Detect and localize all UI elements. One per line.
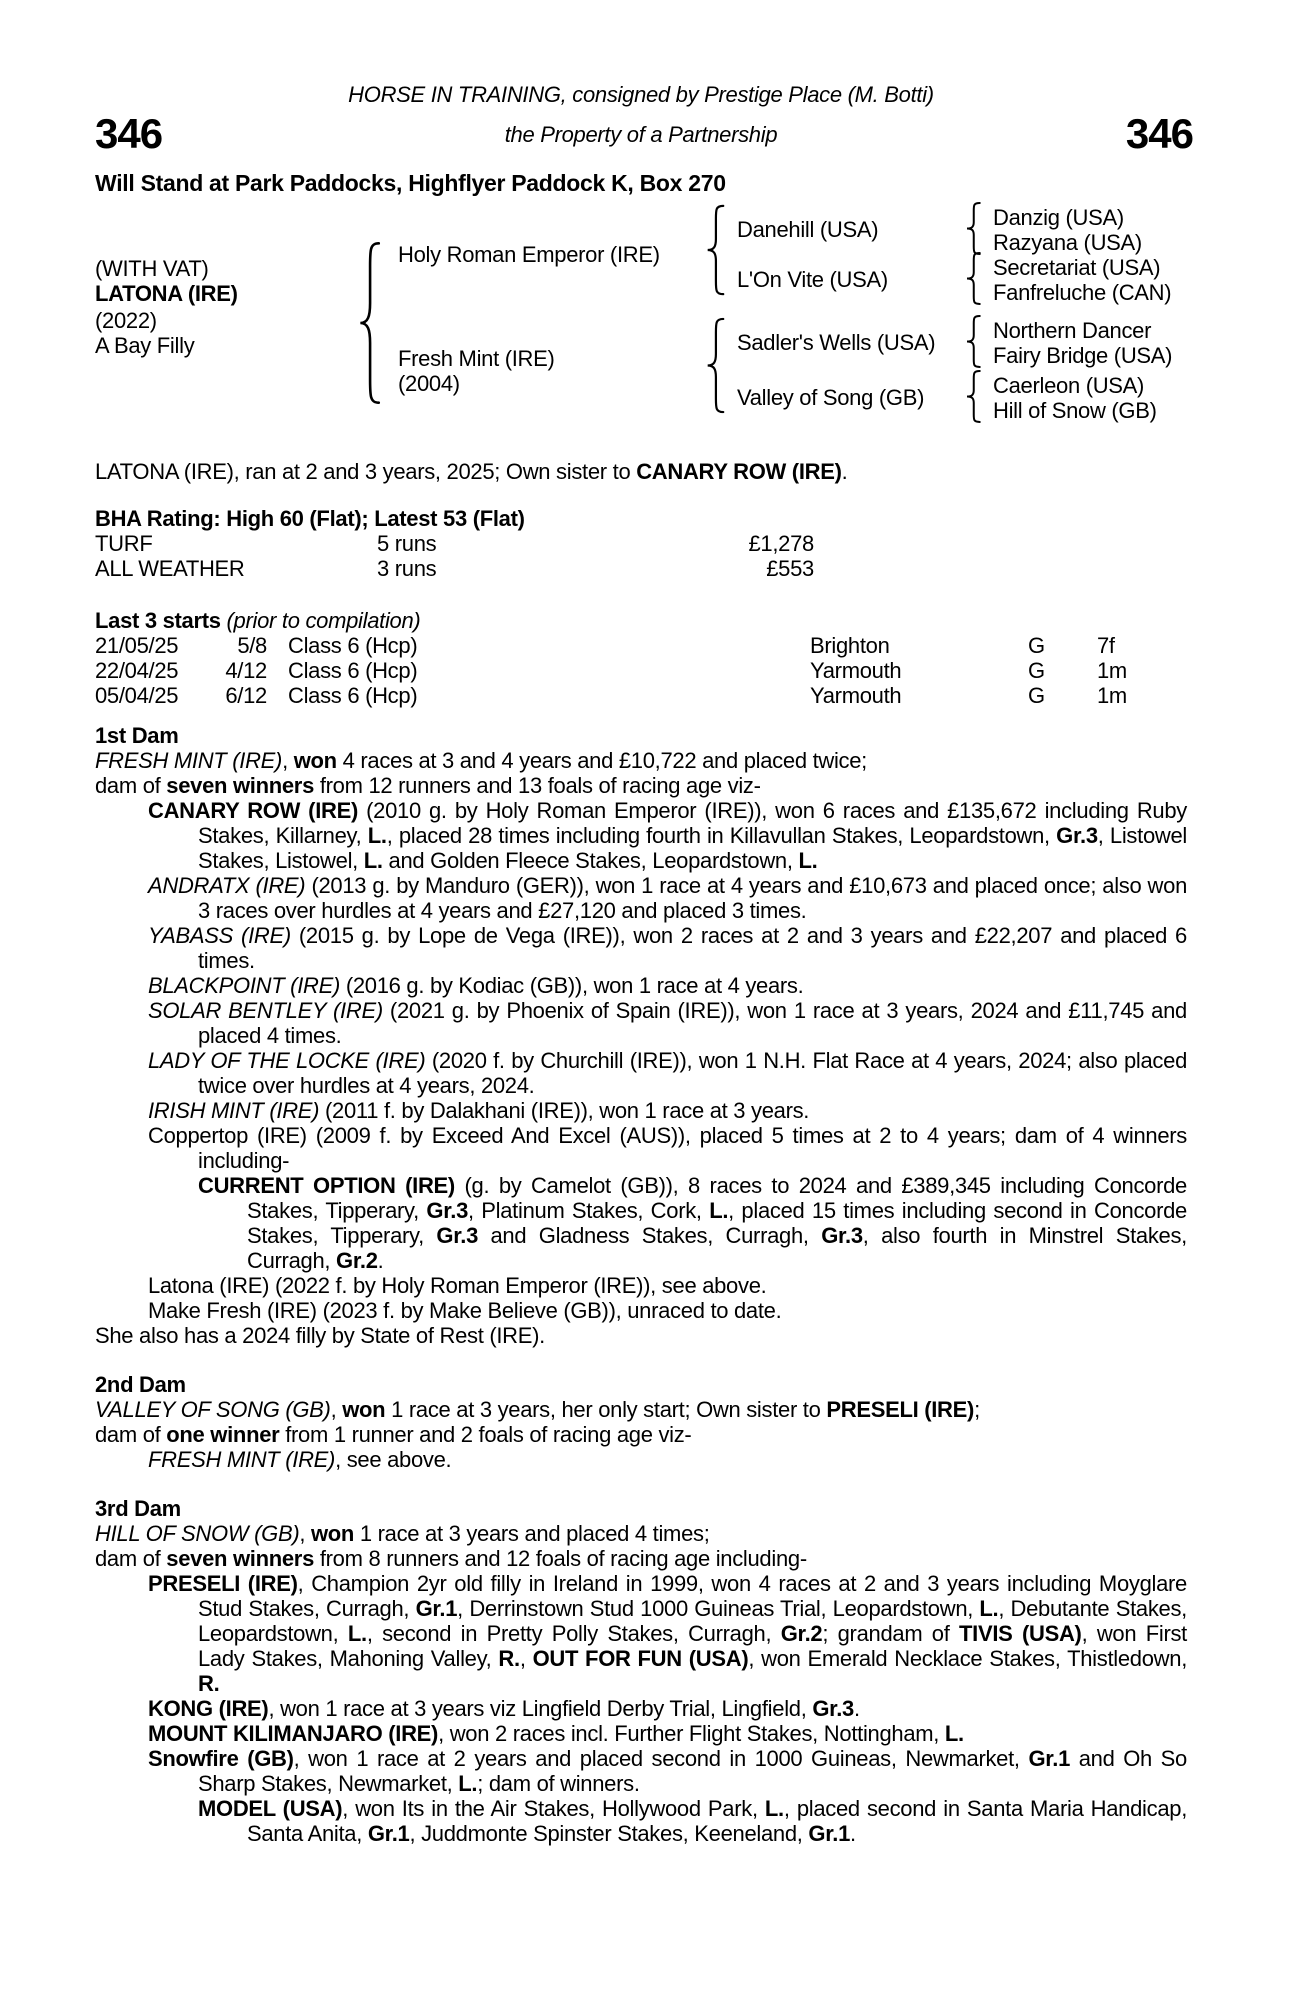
surface-runs: 3 runs bbox=[377, 556, 437, 581]
dam-section-heading: 2nd Dam bbox=[95, 1372, 186, 1397]
stand-location-line: Will Stand at Park Paddocks, Highflyer Paddock K, Box 270 bbox=[95, 170, 726, 196]
last-3-starts-title: Last 3 starts bbox=[95, 608, 221, 633]
surface-earnings: £1,278 bbox=[748, 531, 814, 556]
pedigree-brace-gen3-1 bbox=[964, 202, 982, 255]
pedigree-foal-year: (2022) bbox=[95, 308, 157, 333]
dam-section bbox=[95, 1372, 1187, 1472]
pedigree-text-paragraph: SOLAR BENTLEY (IRE) (2021 g. by Phoenix of Spain (IRE)), won 1 race at 3 years, 2024 and £11,745 and placed 4 times. bbox=[148, 998, 1187, 1048]
surface-runs: 5 runs bbox=[377, 531, 437, 556]
catalogue-body bbox=[95, 459, 1187, 1846]
surface-stat-row bbox=[95, 556, 1187, 581]
pedigree-gen3-sire-dam: L'On Vite (USA) bbox=[737, 267, 888, 292]
pedigree-brace-sire bbox=[704, 204, 726, 296]
pedigree-text-paragraph: ANDRATX (IRE) (2013 g. by Manduro (GER)), won 1 race at 4 years and £10,673 and placed once; also won 3 races over hurdles at 4 years and £27,120 and placed 3 times. bbox=[148, 873, 1188, 923]
race-date: 05/04/25 bbox=[95, 683, 179, 708]
pedigree-gen3-dam-sire: Sadler's Wells (USA) bbox=[737, 330, 936, 355]
pedigree-text-paragraph: CANARY ROW (IRE) (2010 g. by Holy Roman Emperor (IRE)), won 6 races and £135,672 including Ruby Stakes, Killarney, L., placed 28 times including fourth in Killavullan Stakes, Leopardstown, Gr.3, Listowel Stakes, Listowel, L. and Golden Fleece Stakes, Leopardstown, L. bbox=[148, 798, 1187, 873]
pedigree-text-paragraph: Make Fresh (IRE) (2023 f. by Make Believe (GB)), unraced to date. bbox=[148, 1298, 782, 1323]
property-line: the Property of a Partnership bbox=[504, 122, 778, 147]
last-3-starts-heading bbox=[95, 608, 1187, 633]
pedigree-text-paragraph: VALLEY OF SONG (GB), won 1 race at 3 years, her only start; Own sister to PRESELI (IRE); bbox=[95, 1397, 980, 1422]
pedigree-text-paragraph: FRESH MINT (IRE), won 4 races at 3 and 4 years and £10,722 and placed twice; bbox=[95, 748, 867, 773]
pedigree-text-paragraph: Coppertop (IRE) (2009 f. by Exceed And Excel (AUS)), placed 5 times at 2 to 4 years; dam of 4 winners including- bbox=[148, 1123, 1187, 1173]
pedigree-gen4: Fanfreluche (CAN) bbox=[993, 280, 1172, 305]
pedigree-brace-gen3-2 bbox=[964, 252, 982, 305]
pedigree-dam: Fresh Mint (IRE) bbox=[398, 346, 555, 371]
pedigree-vat-note: (WITH VAT) bbox=[95, 256, 209, 281]
surface-label: ALL WEATHER bbox=[95, 556, 245, 581]
race-class: Class 6 (Hcp) bbox=[288, 633, 418, 658]
pedigree-text-paragraph: MOUNT KILIMANJARO (IRE), won 2 races incl. Further Flight Stakes, Nottingham, L. bbox=[148, 1721, 964, 1746]
race-course: Brighton bbox=[810, 633, 890, 658]
lot-number-right: 346 bbox=[1125, 110, 1193, 157]
dam-section-heading: 3rd Dam bbox=[95, 1496, 181, 1521]
pedigree-brace-gen3-4 bbox=[964, 370, 982, 423]
pedigree-dam-year: (2004) bbox=[398, 371, 460, 396]
surface-earnings: £553 bbox=[766, 556, 814, 581]
pedigree-text-paragraph: CURRENT OPTION (IRE) (g. by Camelot (GB)), 8 races to 2024 and £389,345 including Concorde Stakes, Tipperary, Gr.3, Platinum Stakes, Cork, L., placed 15 times including second in Concorde Stakes, Tipperary, Gr.3 and Gladness Stakes, Curragh, Gr.3, also fourth in Minstrel Stakes, Curragh, Gr.2. bbox=[198, 1173, 1187, 1273]
dam-section-heading: 1st Dam bbox=[95, 723, 179, 748]
pedigree-gen4: Secretariat (USA) bbox=[993, 255, 1161, 280]
dams-sections bbox=[95, 723, 1187, 1846]
race-position: 4/12 bbox=[225, 658, 267, 683]
pedigree-gen4: Northern Dancer bbox=[993, 318, 1152, 343]
race-row bbox=[95, 633, 1187, 658]
race-position: 6/12 bbox=[225, 683, 267, 708]
pedigree-text-paragraph: dam of seven winners from 8 runners and 12 foals of racing age including- bbox=[95, 1546, 807, 1571]
race-going: G bbox=[1028, 658, 1045, 683]
pedigree-text-paragraph: LADY OF THE LOCKE (IRE) (2020 f. by Churchill (IRE)), won 1 N.H. Flat Race at 4 years, 2024; also placed twice over hurdles at 4 years, 2024. bbox=[148, 1048, 1188, 1098]
pedigree-gen3-sire-sire: Danehill (USA) bbox=[737, 217, 879, 242]
consignment-line: HORSE IN TRAINING, consigned by Prestige Place (M. Botti) bbox=[348, 82, 934, 107]
pedigree-text-paragraph: Latona (IRE) (2022 f. by Holy Roman Emperor (IRE)), see above. bbox=[148, 1273, 767, 1298]
surface-label: TURF bbox=[95, 531, 153, 556]
race-summary-line: LATONA (IRE), ran at 2 and 3 years, 2025; Own sister to CANARY ROW (IRE). bbox=[95, 459, 848, 484]
pedigree-gen4: Caerleon (USA) bbox=[993, 373, 1145, 398]
pedigree-brace-gen3-3 bbox=[964, 315, 982, 368]
pedigree-text-paragraph: FRESH MINT (IRE), see above. bbox=[148, 1447, 452, 1472]
pedigree-gen4: Fairy Bridge (USA) bbox=[993, 343, 1173, 368]
race-class: Class 6 (Hcp) bbox=[288, 683, 418, 708]
pedigree-text-paragraph: dam of one winner from 1 runner and 2 foals of racing age viz- bbox=[95, 1422, 692, 1447]
pedigree-gen4: Danzig (USA) bbox=[993, 205, 1124, 230]
pedigree-text-paragraph: IRISH MINT (IRE) (2011 f. by Dalakhani (IRE)), won 1 race at 3 years. bbox=[148, 1098, 810, 1123]
pedigree-text-paragraph: Snowfire (GB), won 1 race at 2 years and placed second in 1000 Guineas, Newmarket, Gr.1 and Oh So Sharp Stakes, Newmarket, L.; dam of winners. bbox=[148, 1746, 1187, 1796]
race-course: Yarmouth bbox=[810, 683, 902, 708]
race-course: Yarmouth bbox=[810, 658, 902, 683]
race-going: G bbox=[1028, 683, 1045, 708]
pedigree-sire: Holy Roman Emperor (IRE) bbox=[398, 242, 660, 267]
pedigree-text-paragraph: KONG (IRE), won 1 race at 3 years viz Lingfield Derby Trial, Lingfield, Gr.3. bbox=[148, 1696, 860, 1721]
pedigree-text-paragraph: PRESELI (IRE), Champion 2yr old filly in Ireland in 1999, won 4 races at 2 and 3 years including Moyglare Stud Stakes, Curragh, Gr.1, Derrinstown Stud 1000 Guineas Trial, Leopardstown, L., Debutante Stakes, Leopardstown, L., second in Pretty Polly Stakes, Curragh, Gr.2; grandam of TIVIS (USA), won First Lady Stakes, Mahoning Valley, R., OUT FOR FUN (USA), won Emerald Necklace Stakes, Thistledown, R. bbox=[148, 1571, 1188, 1696]
race-date: 22/04/25 bbox=[95, 658, 179, 683]
pedigree-text-paragraph: MODEL (USA), won Its in the Air Stakes, Hollywood Park, L., placed second in Santa Maria Handicap, Santa Anita, Gr.1, Juddmonte Spinster Stakes, Keeneland, Gr.1. bbox=[198, 1796, 1188, 1846]
race-row bbox=[95, 658, 1187, 683]
pedigree-gen4: Razyana (USA) bbox=[993, 230, 1142, 255]
race-going: G bbox=[1028, 633, 1045, 658]
bha-rating-line: BHA Rating: High 60 (Flat); Latest 53 (Flat) bbox=[95, 506, 525, 531]
pedigree-text-paragraph: BLACKPOINT (IRE) (2016 g. by Kodiac (GB)), won 1 race at 4 years. bbox=[148, 973, 804, 998]
lot-number-left: 346 bbox=[95, 110, 163, 157]
dam-section bbox=[95, 1496, 1187, 1846]
pedigree-gen3-dam-dam: Valley of Song (GB) bbox=[737, 385, 925, 410]
race-distance: 7f bbox=[1097, 633, 1115, 658]
pedigree-text-paragraph: YABASS (IRE) (2015 g. by Lope de Vega (IRE)), won 2 races at 2 and 3 years and £22,207 and placed 6 times. bbox=[148, 923, 1187, 973]
pedigree-horse-name: LATONA (IRE) bbox=[95, 281, 238, 306]
race-distance: 1m bbox=[1097, 683, 1127, 708]
pedigree-brace-dam bbox=[704, 317, 726, 414]
race-class: Class 6 (Hcp) bbox=[288, 658, 418, 683]
pedigree-text-paragraph: dam of seven winners from 12 runners and 13 foals of racing age viz- bbox=[95, 773, 761, 798]
dam-section bbox=[95, 723, 1187, 1348]
pedigree-text-paragraph: She also has a 2024 filly by State of Rest (IRE). bbox=[95, 1323, 545, 1348]
pedigree-description: A Bay Filly bbox=[95, 333, 195, 358]
pedigree-text-paragraph: HILL OF SNOW (GB), won 1 race at 3 years and placed 4 times; bbox=[95, 1521, 710, 1546]
race-row bbox=[95, 683, 1187, 708]
race-position: 5/8 bbox=[237, 633, 267, 658]
surface-stat-row bbox=[95, 531, 1187, 556]
last-3-starts-note: (prior to compilation) bbox=[226, 608, 421, 633]
race-distance: 1m bbox=[1097, 658, 1127, 683]
pedigree-gen4: Hill of Snow (GB) bbox=[993, 398, 1157, 423]
pedigree-brace-gen1 bbox=[356, 240, 382, 406]
race-date: 21/05/25 bbox=[95, 633, 179, 658]
